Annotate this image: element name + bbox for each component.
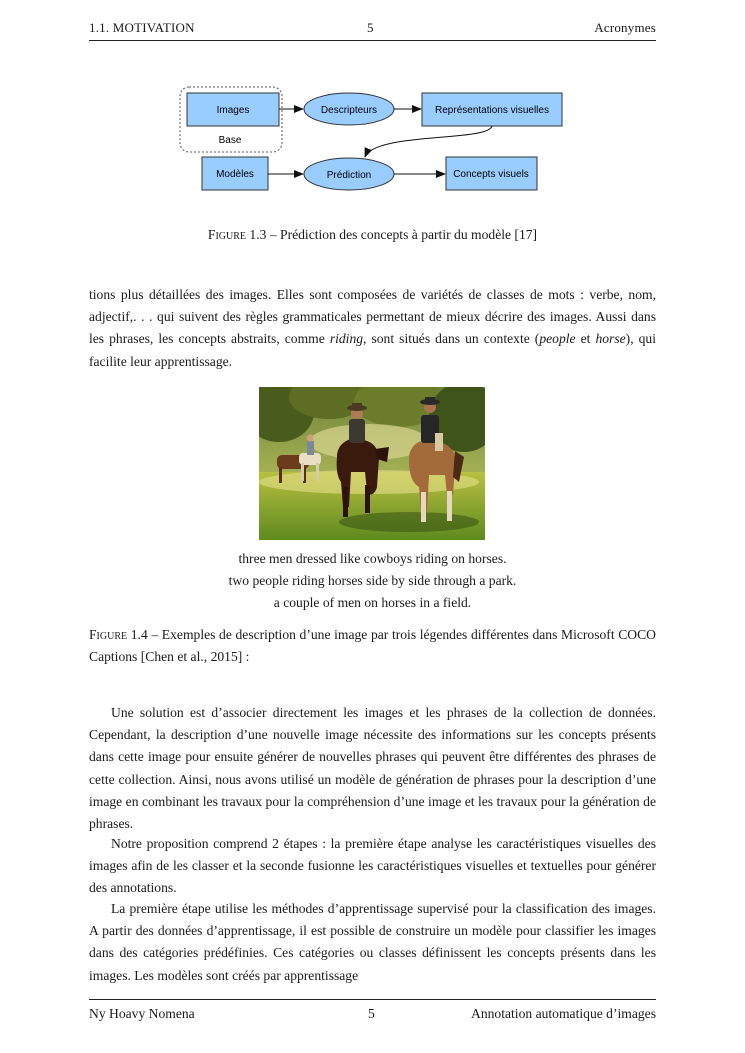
paragraph-solution: Une solution est d’associer directement les images et les phrases de la collection de données. Cependant, la description d’une nouvelle image nécessite des informations sur les concepts présents dans cette image pour ensuite générer de nouvelles phrases qui peuvent être différentes des phrases de cette collection. Ainsi, nous avons utilisé un modèle de génération de phrases pour la description d’une image en combinant les travaux pour la compréhension d’une image et les travaux pour la génération de phrases. xyxy=(89,705,656,832)
node-images xyxy=(187,93,279,126)
term-people: people xyxy=(539,331,576,347)
header-rule xyxy=(89,40,656,41)
arrow-representations-prediction xyxy=(365,126,492,157)
example-caption-1: three men dressed like cowboys riding on horses. xyxy=(238,551,507,566)
node-descripteurs xyxy=(304,93,394,125)
running-header-right: Acronymes xyxy=(594,20,656,35)
running-header-section: 1.1. MOTIVATION xyxy=(89,20,195,35)
paragraph-intro-part2: , sont situés dans un contexte ( xyxy=(363,331,540,347)
figure-1-4-text: – Exemples de description d’une image par trois légendes différentes dans Microsoft COCO Captions [Chen et al., 2015] : xyxy=(89,627,656,665)
svg-text:Base: Base xyxy=(218,135,242,146)
term-riding: riding xyxy=(329,331,364,347)
example-caption-2: two people riding horses side by side through a park. xyxy=(228,573,517,588)
node-representations xyxy=(422,93,562,126)
footer-title: Annotation automatique d’images xyxy=(471,1006,656,1021)
node-modeles xyxy=(202,157,268,190)
footer-author: Ny Hoavy Nomena xyxy=(89,1006,195,1021)
cowboys-photo xyxy=(259,387,485,540)
paragraph-intro-part1: tions plus détaillées des images. Elles sont composées de variétés de classes de mots : verbe, nom, adjectif,. . . qui suivent des règles grammaticales permettant de mieux décrire des images. Aussi dans les phrases, les concepts abstraits, comme xyxy=(89,287,656,347)
node-base-label xyxy=(219,135,242,146)
figure-1-4-label: Figure 1.4 xyxy=(89,627,148,642)
term-horse: horse xyxy=(595,331,626,347)
paragraph-intro-et: et xyxy=(575,331,596,347)
footer-page: 5 xyxy=(368,1006,375,1021)
paragraph-proposition: Notre proposition comprend 2 étapes : la première étape analyse les caractéristiques visuelles des images afin de les classer et la seconde fusionne les caractéristiques visuelles et textuelles pour générer des annotations. xyxy=(89,836,656,896)
figure-1-3-text: – Prédiction des concepts à partir du modèle [17] xyxy=(266,227,538,242)
figure-1-3-caption xyxy=(89,227,656,243)
svg-text:Images: Images xyxy=(216,105,250,116)
paragraph-intro-part3: ), qui facilite leur apprentissage. xyxy=(89,331,656,369)
svg-text:Modèles: Modèles xyxy=(216,169,254,180)
paragraph-intro xyxy=(89,284,656,373)
footer-rule xyxy=(89,999,656,1000)
node-prediction xyxy=(304,158,394,190)
paragraph-first-step: La première étape utilise les méthodes d’apprentissage supervisé pour la classification des images. A partir des données d’apprentissage, il est possible de construire un modèle pour classifier les images dans des catégories prédéfinies. Ces catégories ou classes définissent les concepts présents dans les images. Les modèles sont créés par apprentissage xyxy=(89,901,656,983)
svg-text:Prédiction: Prédiction xyxy=(326,170,372,181)
figure-1-4-example-captions xyxy=(89,548,656,614)
figure-1-3-label: Figure 1.3 xyxy=(207,227,267,242)
svg-text:Concepts visuels: Concepts visuels xyxy=(453,169,529,180)
running-header-page: 5 xyxy=(367,20,374,35)
node-concepts xyxy=(446,157,537,190)
example-caption-3: a couple of men on horses in a field. xyxy=(273,595,472,610)
concept-prediction-diagram xyxy=(170,80,570,205)
figure-1-4-caption xyxy=(89,624,656,668)
svg-text:Représentations visuelles: Représentations visuelles xyxy=(435,105,549,116)
svg-text:Descripteurs: Descripteurs xyxy=(320,105,378,116)
